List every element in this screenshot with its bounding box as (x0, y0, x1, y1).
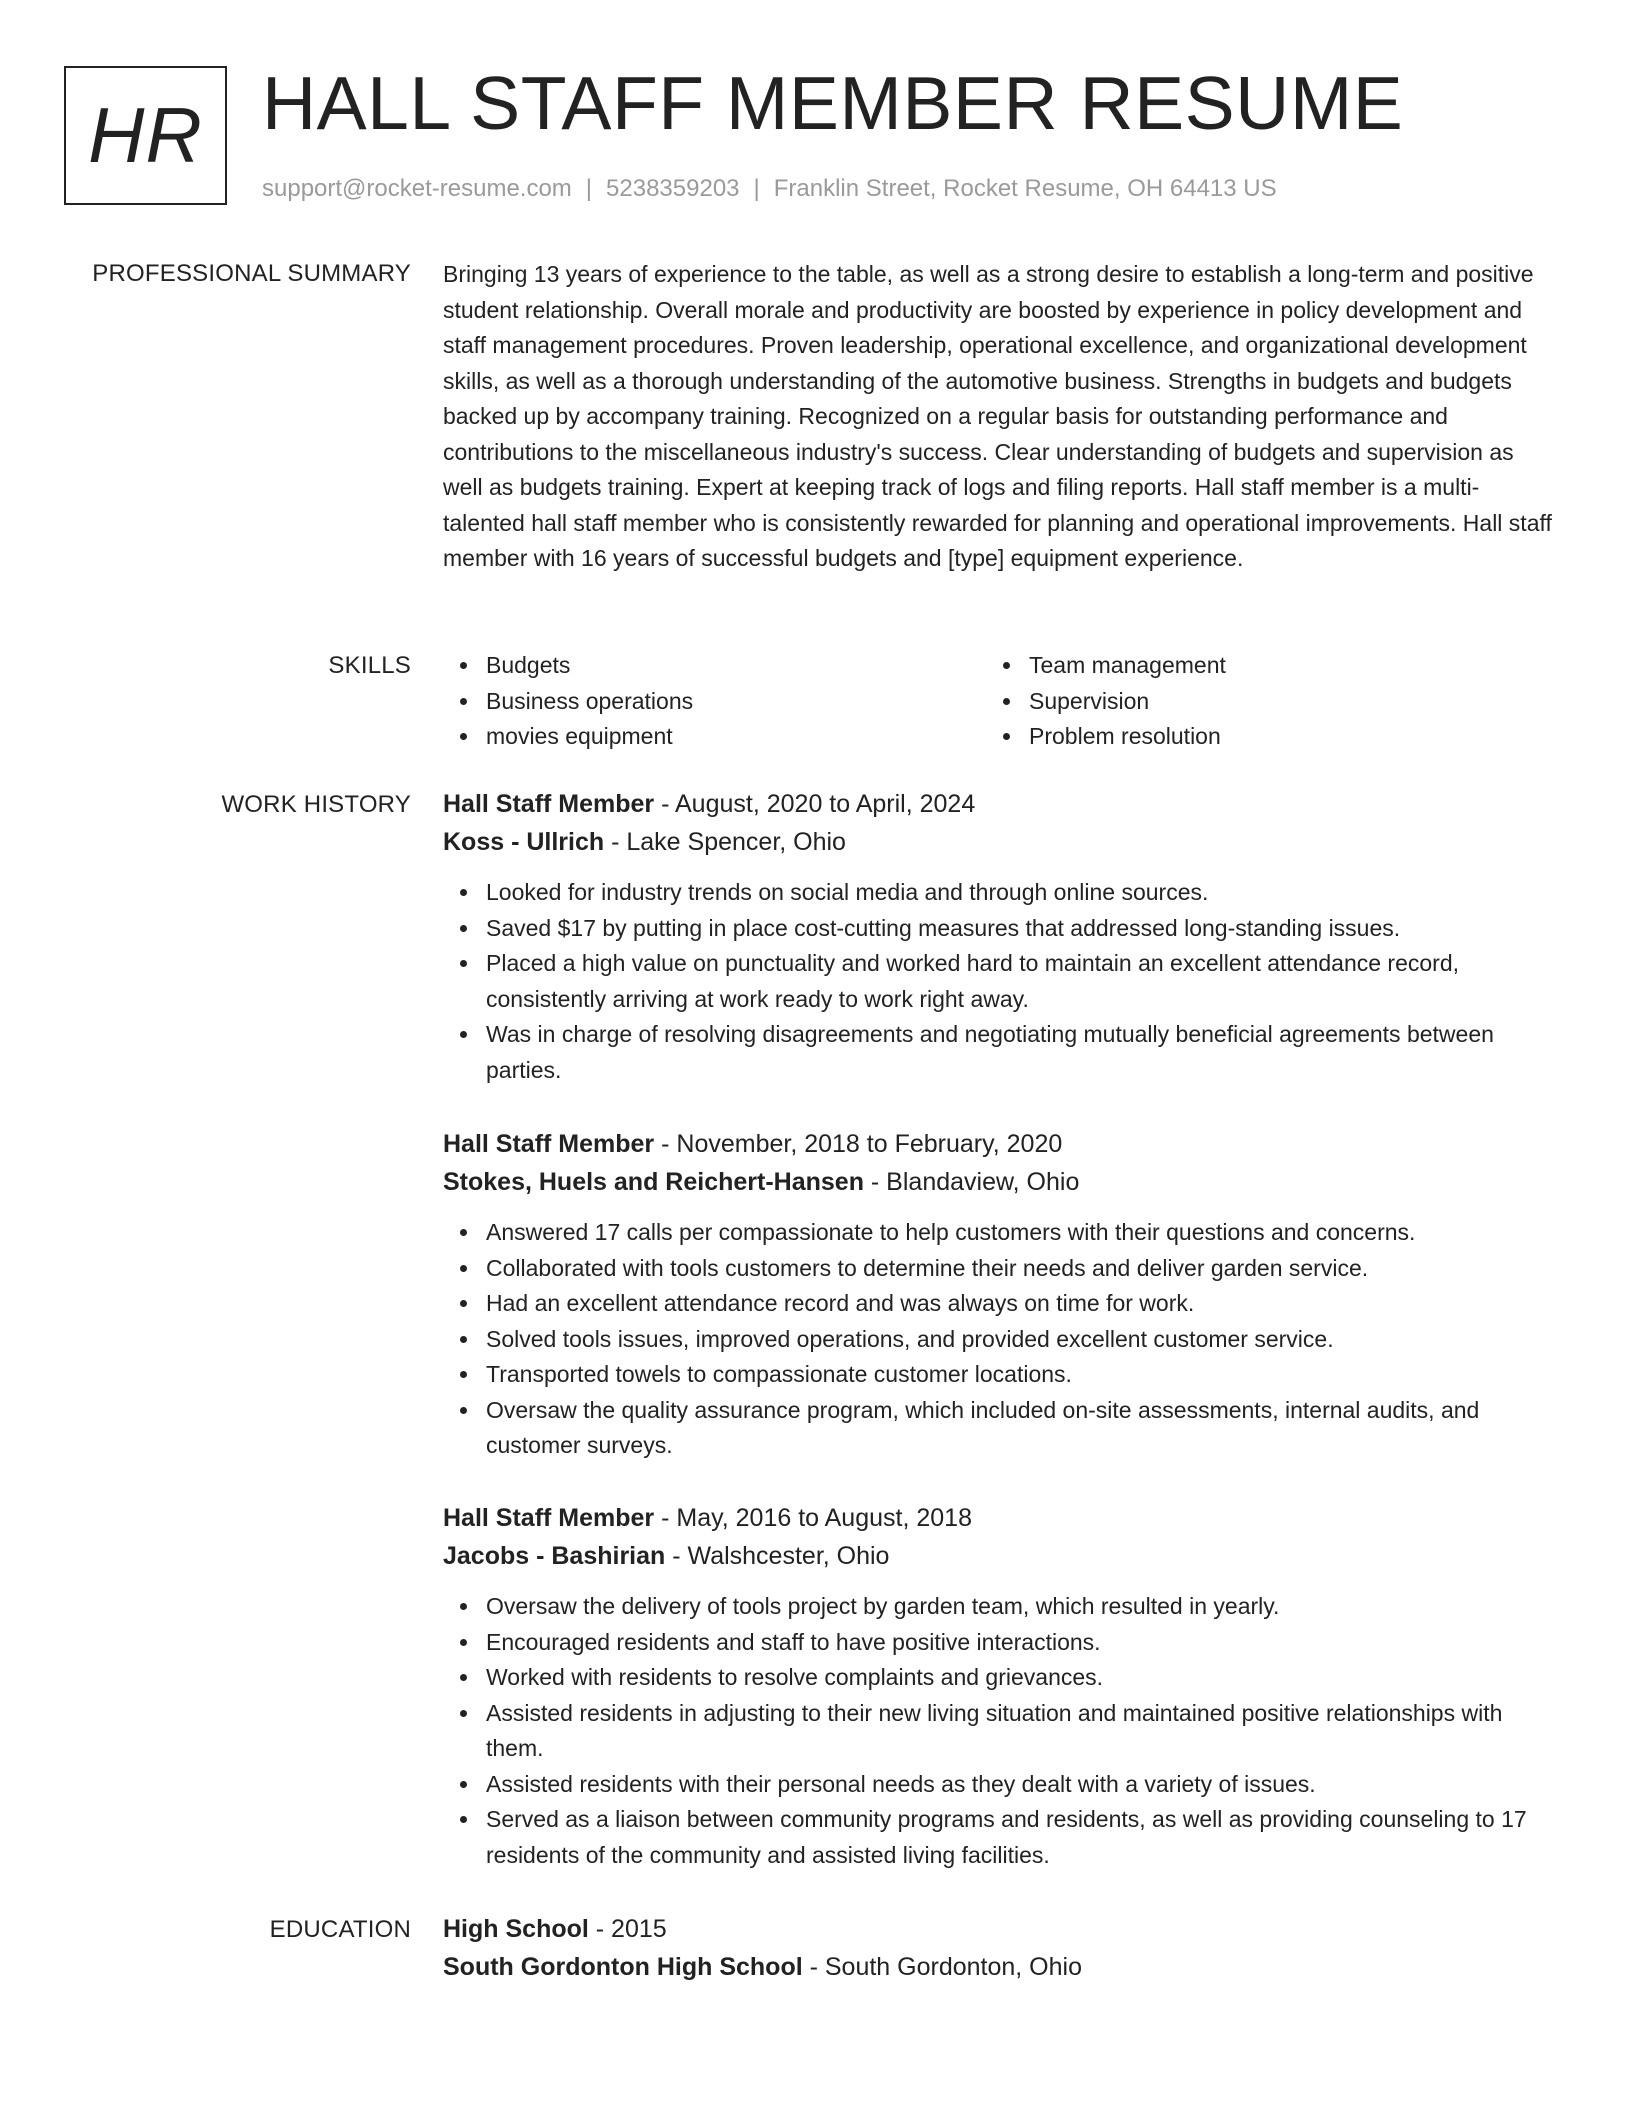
job-bullet: Transported towels to compassionate customer locations. (486, 1357, 1553, 1393)
contact-email: support@rocket-resume.com (262, 175, 572, 202)
job-bullet: Solved tools issues, improved operations, and provided excellent customer service. (486, 1322, 1553, 1358)
job-location: - Blandaview, Ohio (863, 1168, 1080, 1196)
contact-address: Franklin Street, Rocket Resume, OH 64413 US (773, 175, 1277, 202)
contact-separator: | (585, 175, 593, 202)
job-bullets (443, 1589, 1553, 1873)
job-bullet: Saved $17 by putting in place cost-cutting measures that addressed long-standing issues. (486, 911, 1553, 947)
job-dates: - May, 2016 to August, 2018 (654, 1504, 972, 1532)
skill-item: Problem resolution (1029, 719, 1226, 755)
job-bullet: Placed a high value on punctuality and worked hard to maintain an excellent attendance record, consistently arriving at work ready to work right away. (486, 946, 1553, 1017)
monogram-box (64, 66, 227, 205)
education-location: - South Gordonton, Ohio (802, 1953, 1082, 1981)
job-company-line (443, 823, 1553, 861)
job-bullet: Encouraged residents and staff to have positive interactions. (486, 1625, 1553, 1661)
contact-phone: 5238359203 (606, 175, 740, 202)
job-bullets (443, 1215, 1553, 1464)
job-bullet: Answered 17 calls per compassionate to help customers with their questions and concerns. (486, 1215, 1553, 1251)
job-bullet: Had an excellent attendance record and was always on time for work. (486, 1286, 1553, 1322)
skills-list-right (986, 648, 1226, 755)
education-entry (443, 1911, 1553, 1986)
skill-item: Team management (1029, 648, 1226, 684)
job-title-line (443, 786, 1553, 823)
summary-text: Bringing 13 years of experience to the table, as well as a strong desire to establish a long-term and positive student relationship. Overall morale and productivity are boosted by experience in policy development and staff management procedures. Proven leadership, operational excellence, and organizational development skills, as well as a thorough understanding of the automotive business. Strengths in budgets and budgets backed up by accompany training. Recognized on a regular basis for outstanding performance and contributions to the miscellaneous industry's success. Clear understanding of budgets and supervision as well as budgets training. Expert at keeping track of logs and filing reports. Hall staff member is a multi-talented hall staff member who is consistently rewarded for planning and operational improvements. Hall staff member with 16 years of successful budgets and [type] equipment experience. (443, 261, 1552, 571)
job-bullet: Collaborated with tools customers to determine their needs and deliver garden service. (486, 1251, 1553, 1287)
job-bullet: Served as a liaison between community programs and residents, as well as providing counseling to 17 residents of the community and assisted living facilities. (486, 1802, 1553, 1873)
job-bullet: Was in charge of resolving disagreements and negotiating mutually beneficial agreements between parties. (486, 1017, 1553, 1088)
section-label-education: EDUCATION (269, 1916, 411, 1943)
job-location: - Walshcester, Ohio (665, 1542, 890, 1570)
job-bullet: Looked for industry trends on social media and through online sources. (486, 875, 1553, 911)
job-bullet: Assisted residents with their personal needs as they dealt with a variety of issues. (486, 1767, 1553, 1803)
job-company: Jacobs - Bashirian (443, 1542, 666, 1570)
job-entry (443, 786, 1553, 1088)
contact-line (262, 174, 1277, 204)
job-bullet: Oversaw the quality assurance program, which included on-site assessments, internal audits, and customer surveys. (486, 1393, 1553, 1464)
job-location: - Lake Spencer, Ohio (604, 828, 846, 856)
education-degree-line (443, 1911, 1553, 1948)
job-title-line (443, 1500, 1553, 1537)
job-dates: - November, 2018 to February, 2020 (654, 1130, 1063, 1158)
skill-item: Business operations (486, 684, 986, 720)
education-year: - 2015 (588, 1915, 667, 1943)
section-label-work: WORK HISTORY (221, 791, 411, 818)
job-bullet: Worked with residents to resolve complaints and grievances. (486, 1660, 1553, 1696)
education-school-line (443, 1948, 1553, 1986)
job-title: Hall Staff Member (443, 790, 655, 818)
job-company: Koss - Ullrich (443, 828, 605, 856)
job-title: Hall Staff Member (443, 1504, 655, 1532)
section-label-skills: SKILLS (328, 652, 411, 679)
job-company-line (443, 1163, 1553, 1201)
resume-title: HALL STAFF MEMBER RESUME (262, 61, 1404, 145)
education-degree: High School (443, 1915, 589, 1943)
monogram-initials: HR (88, 91, 203, 179)
skill-item: Budgets (486, 648, 986, 684)
education-school: South Gordonton High School (443, 1953, 803, 1981)
skills-section (443, 648, 1553, 755)
job-bullet: Oversaw the delivery of tools project by garden team, which resulted in yearly. (486, 1589, 1553, 1625)
summary-section (443, 257, 1553, 577)
job-entry (443, 1126, 1553, 1464)
skill-item: movies equipment (486, 719, 986, 755)
job-entry (443, 1500, 1553, 1873)
job-dates: - August, 2020 to April, 2024 (654, 790, 976, 818)
job-title-line (443, 1126, 1553, 1163)
section-label-summary: PROFESSIONAL SUMMARY (92, 260, 411, 287)
job-company-line (443, 1537, 1553, 1575)
job-company: Stokes, Huels and Reichert-Hansen (443, 1168, 864, 1196)
job-bullets (443, 875, 1553, 1088)
skill-item: Supervision (1029, 684, 1226, 720)
job-bullet: Assisted residents in adjusting to their new living situation and maintained positive relationships with them. (486, 1696, 1553, 1767)
job-title: Hall Staff Member (443, 1130, 655, 1158)
contact-separator: | (753, 175, 760, 202)
skills-list-left (443, 648, 986, 755)
